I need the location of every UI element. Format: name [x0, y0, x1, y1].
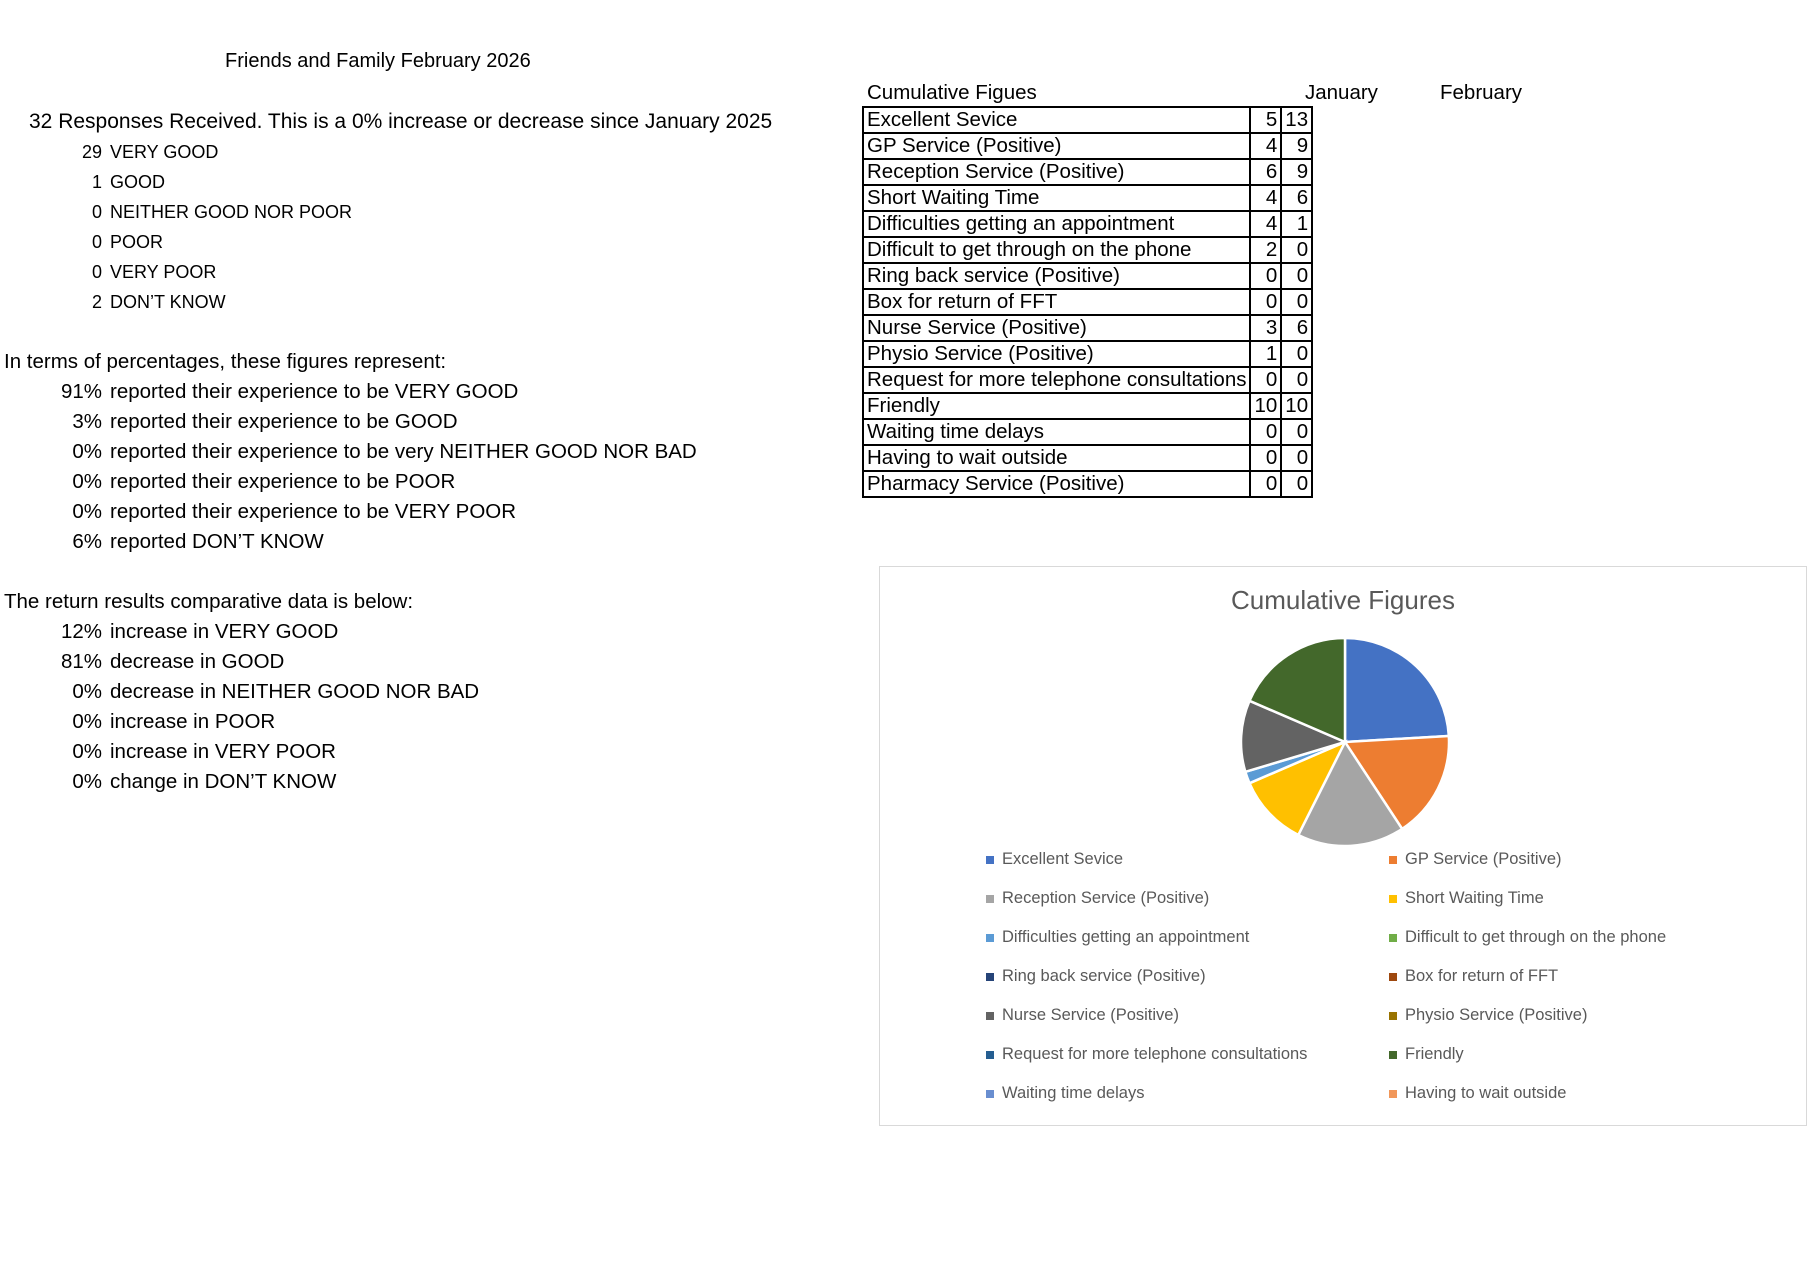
row-label: GP Service (Positive) — [863, 133, 1250, 159]
comparative-value: 0% — [72, 680, 102, 703]
percentage-value: 3% — [72, 410, 102, 433]
row-february: 9 — [1281, 159, 1312, 185]
count-row — [30, 262, 216, 283]
row-january: 4 — [1250, 133, 1281, 159]
comparative-row — [30, 650, 284, 674]
count-row — [30, 172, 165, 193]
legend-item — [986, 1045, 1307, 1064]
comparative-label: decrease in NEITHER GOOD NOR BAD — [110, 680, 480, 703]
comparative-value: 81% — [60, 650, 102, 673]
legend-swatch — [1389, 1051, 1397, 1059]
legend-item — [986, 889, 1209, 908]
comparative-label: increase in VERY POOR — [110, 740, 336, 763]
percentage-label: reported their experience to be GOOD — [110, 410, 458, 433]
row-label: Difficulties getting an appointment — [863, 211, 1250, 237]
row-february: 0 — [1281, 289, 1312, 315]
cumulative-row — [863, 471, 1312, 497]
percentage-value: 0% — [72, 500, 102, 523]
row-label: Excellent Sevice — [863, 107, 1250, 133]
count-value: 1 — [91, 172, 102, 192]
row-label: Reception Service (Positive) — [863, 159, 1250, 185]
legend-label: Difficulties getting an appointment — [1002, 928, 1250, 946]
count-row — [30, 202, 352, 223]
row-february: 6 — [1281, 185, 1312, 211]
pie-slice — [1345, 638, 1449, 742]
legend-label: GP Service (Positive) — [1405, 850, 1562, 868]
legend-label: Nurse Service (Positive) — [1002, 1006, 1179, 1024]
legend-swatch — [986, 934, 994, 942]
row-january: 4 — [1250, 185, 1281, 211]
comparative-label: change in DON’T KNOW — [110, 770, 337, 793]
row-february: 0 — [1281, 367, 1312, 393]
count-value: 29 — [81, 142, 102, 162]
count-row — [30, 232, 163, 253]
cumulative-row — [863, 107, 1312, 133]
cumulative-row — [863, 419, 1312, 445]
row-january: 4 — [1250, 211, 1281, 237]
row-february: 1 — [1281, 211, 1312, 237]
cumulative-row — [863, 341, 1312, 367]
row-january: 0 — [1250, 471, 1281, 497]
row-february: 0 — [1281, 445, 1312, 471]
percentages-heading: In terms of percentages, these figures represent: — [4, 350, 447, 373]
legend-item — [1389, 1084, 1566, 1103]
cumulative-header-label: Cumulative Figues — [867, 81, 1037, 104]
legend-item — [1389, 1006, 1587, 1025]
legend-label: Reception Service (Positive) — [1002, 889, 1210, 907]
legend-label: Excellent Sevice — [1002, 850, 1124, 868]
count-label: NEITHER GOOD NOR POOR — [110, 202, 353, 222]
legend-swatch — [1389, 856, 1397, 864]
legend-swatch — [986, 1012, 994, 1020]
percentage-value: 0% — [72, 470, 102, 493]
row-label: Difficult to get through on the phone — [863, 237, 1250, 263]
percentage-row — [30, 440, 697, 464]
legend-swatch — [1389, 973, 1397, 981]
count-row — [30, 142, 218, 163]
count-label: VERY GOOD — [110, 142, 219, 162]
count-label: POOR — [110, 232, 164, 252]
comparative-row — [30, 620, 338, 644]
cumulative-row — [863, 263, 1312, 289]
legend-item — [1389, 889, 1544, 908]
percentage-value: 0% — [72, 440, 102, 463]
legend-label: Request for more telephone consultations — [1002, 1045, 1308, 1063]
legend-label: Having to wait outside — [1405, 1084, 1567, 1102]
cumulative-row — [863, 237, 1312, 263]
count-value: 2 — [91, 292, 102, 312]
cumulative-row — [863, 185, 1312, 211]
legend-swatch — [1389, 895, 1397, 903]
row-january: 0 — [1250, 367, 1281, 393]
row-label: Ring back service (Positive) — [863, 263, 1250, 289]
cumulative-header-february: February — [1440, 81, 1523, 104]
row-january: 1 — [1250, 341, 1281, 367]
legend-swatch — [986, 895, 994, 903]
row-label: Friendly — [863, 393, 1250, 419]
legend-swatch — [1389, 1090, 1397, 1098]
cumulative-row — [863, 133, 1312, 159]
cumulative-header-january: January — [1305, 81, 1378, 104]
count-label: VERY POOR — [110, 262, 217, 282]
percentage-value: 91% — [60, 380, 102, 403]
row-february: 6 — [1281, 315, 1312, 341]
percentage-label: reported their experience to be POOR — [110, 470, 456, 493]
percentage-label: reported DON’T KNOW — [110, 530, 324, 553]
row-label: Short Waiting Time — [863, 185, 1250, 211]
chart-title: Cumulative Figures — [1231, 585, 1455, 615]
cumulative-row — [863, 445, 1312, 471]
count-label: DON’T KNOW — [110, 292, 226, 312]
comparative-value: 0% — [72, 710, 102, 733]
cumulative-row — [863, 315, 1312, 341]
cumulative-pie-chart — [879, 566, 1807, 1126]
legend-swatch — [1389, 1012, 1397, 1020]
percentage-label: reported their experience to be very NEITHER GOOD NOR BAD — [110, 440, 697, 463]
cumulative-row — [863, 393, 1312, 419]
count-row — [30, 292, 226, 313]
row-label: Pharmacy Service (Positive) — [863, 471, 1250, 497]
legend-label: Difficult to get through on the phone — [1405, 928, 1667, 946]
legend-item — [1389, 928, 1666, 947]
comparative-value: 12% — [60, 620, 102, 643]
row-february: 9 — [1281, 133, 1312, 159]
legend-swatch — [1389, 934, 1397, 942]
count-value: 0 — [91, 202, 102, 222]
legend-item — [986, 1084, 1144, 1103]
row-january: 0 — [1250, 263, 1281, 289]
row-january: 0 — [1250, 289, 1281, 315]
percentage-label: reported their experience to be VERY GOOD — [110, 380, 519, 403]
row-february: 0 — [1281, 471, 1312, 497]
percentage-row — [30, 380, 518, 404]
comparative-label: decrease in GOOD — [110, 650, 285, 673]
legend-label: Short Waiting Time — [1405, 889, 1544, 907]
row-label: Nurse Service (Positive) — [863, 315, 1250, 341]
legend-item — [986, 1006, 1179, 1025]
row-label: Having to wait outside — [863, 445, 1250, 471]
cumulative-row — [863, 367, 1312, 393]
percentage-row — [30, 530, 324, 554]
row-label: Physio Service (Positive) — [863, 341, 1250, 367]
legend-item — [1389, 850, 1562, 869]
row-label: Request for more telephone consultations — [863, 367, 1250, 393]
legend-swatch — [986, 856, 994, 864]
row-label: Box for return of FFT — [863, 289, 1250, 315]
legend-label: Ring back service (Positive) — [1002, 967, 1206, 985]
cumulative-table — [862, 106, 1313, 498]
row-label: Waiting time delays — [863, 419, 1250, 445]
row-january: 0 — [1250, 419, 1281, 445]
comparative-label: increase in POOR — [110, 710, 276, 733]
cumulative-row — [863, 211, 1312, 237]
count-value: 0 — [91, 262, 102, 282]
cumulative-row — [863, 159, 1312, 185]
count-label: GOOD — [110, 172, 166, 192]
page-title: Friends and Family February 2026 — [225, 50, 531, 72]
percentage-row — [30, 410, 458, 434]
comparative-row — [30, 770, 336, 794]
legend-item — [986, 850, 1123, 869]
row-january: 0 — [1250, 445, 1281, 471]
legend-swatch — [986, 973, 994, 981]
comparative-value: 0% — [72, 740, 102, 763]
legend-label: Friendly — [1405, 1045, 1464, 1063]
comparative-label: increase in VERY GOOD — [110, 620, 339, 643]
legend-item — [986, 967, 1206, 986]
cumulative-row — [863, 289, 1312, 315]
legend-swatch — [986, 1090, 994, 1098]
legend-item — [1389, 1045, 1464, 1064]
row-january: 3 — [1250, 315, 1281, 341]
comparative-heading: The return results comparative data is below: — [4, 590, 414, 613]
row-february: 10 — [1281, 393, 1312, 419]
legend-label: Waiting time delays — [1002, 1084, 1145, 1102]
row-january: 5 — [1250, 107, 1281, 133]
comparative-row — [30, 740, 336, 764]
row-february: 0 — [1281, 419, 1312, 445]
row-february: 13 — [1281, 107, 1312, 133]
legend-label: Box for return of FFT — [1405, 967, 1559, 985]
comparative-row — [30, 710, 275, 734]
count-value: 0 — [91, 232, 102, 252]
row-february: 0 — [1281, 263, 1312, 289]
comparative-value: 0% — [72, 770, 102, 793]
row-january: 2 — [1250, 237, 1281, 263]
legend-swatch — [986, 1051, 994, 1059]
percentage-row — [30, 470, 455, 494]
row-january: 10 — [1250, 393, 1281, 419]
pie-svg — [880, 567, 1808, 1127]
row-february: 0 — [1281, 237, 1312, 263]
responses-summary: 32 Responses Received. This is a 0% increase or decrease since January 2025 — [29, 110, 773, 133]
comparative-row — [30, 680, 479, 704]
percentage-row — [30, 500, 516, 524]
legend-item — [1389, 967, 1558, 986]
percentage-label: reported their experience to be VERY POOR — [110, 500, 517, 523]
row-january: 6 — [1250, 159, 1281, 185]
legend-item — [986, 928, 1249, 947]
legend-label: Physio Service (Positive) — [1405, 1006, 1588, 1024]
percentage-value: 6% — [72, 530, 102, 553]
row-february: 0 — [1281, 341, 1312, 367]
